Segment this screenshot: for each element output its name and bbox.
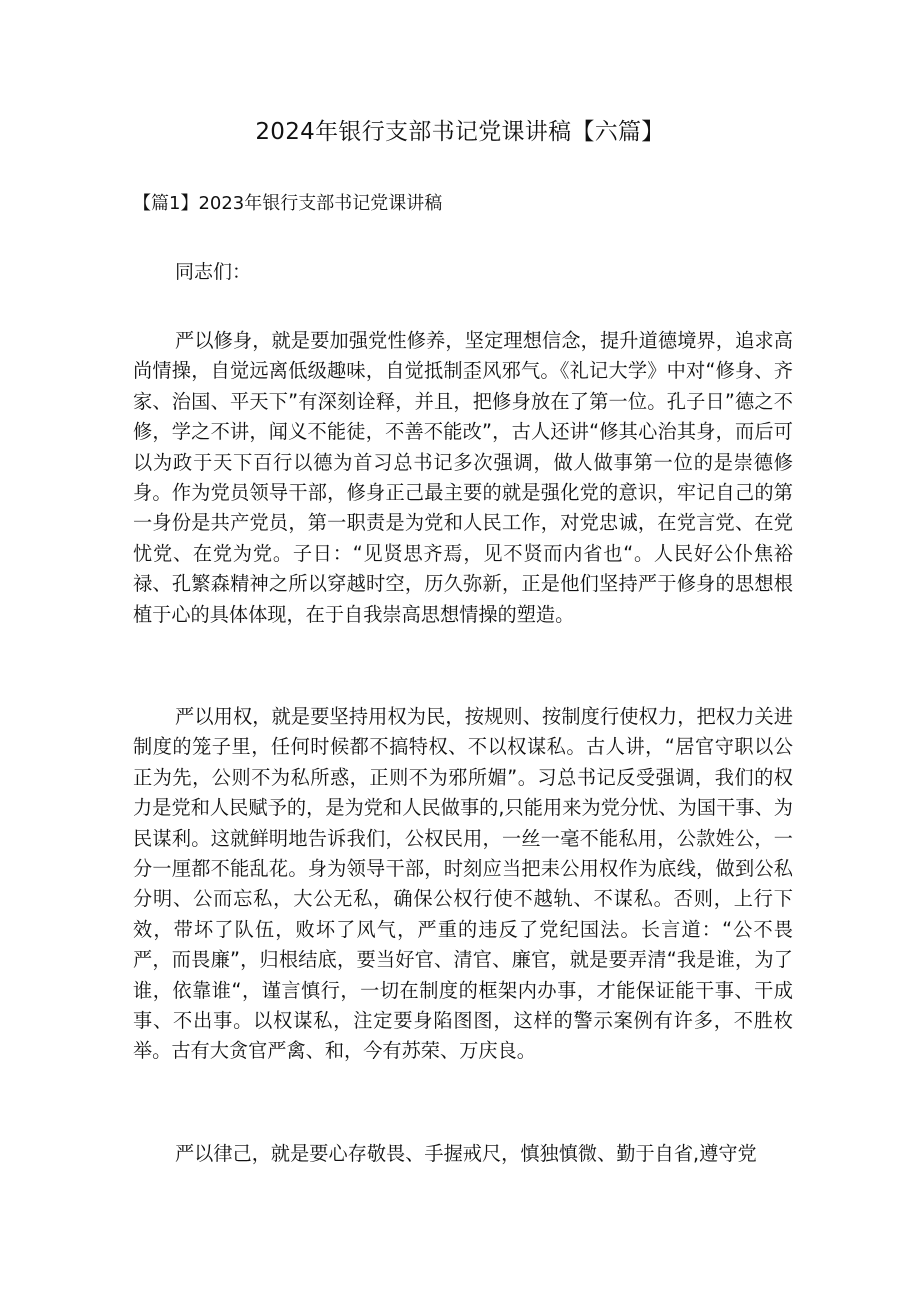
document-title: 2024年银行支部书记党课讲稿【六篇】 [255,119,665,145]
paragraph-self-cultivation: 严以修身，就是要加强党性修养，坚定理想信念，提升道德境界，追求高尚情操，自觉远离低级趣味，自觉抵制歪风邪气。《礼记大学》中对“修身、齐家、治国、平天下”有深刻诠释，并且，把修身放在了第一位。孔子日”德之不修，学之不讲，闻义不能徒，不善不能改”，古人还讲“修其心治其身，而后可以为政于天下百行以德为首习总书记多次强调，做人做事第一位的是崇德修身。作为党员领导干部，修身正己最主要的就是强化党的意识，牢记自己的第一身份是共产党员，第一职责是为党和人民工作，对党忠诚，在党言党、在党忧党、在党为党。子日：“见贤思齐焉，见不贤而内省也“。人民好公仆焦裕禄、孔繁森精神之所以穿越时空，历久弥新，正是他们坚持严于修身的思想根植于心的具体体现，在于自我崇高思想情操的塑造。 [133,329,793,626]
section-heading: 【篇1】2023年银行支部书记党课讲稿 [133,193,443,214]
paragraph-use-of-power: 严以用权，就是要坚持用权为民，按规则、按制度行使权力，把权力关进制度的笼子里，任何时候都不搞特权、不以权谋私。古人讲，“居官守职以公正为先，公则不为私所惑，正则不为邪所媚”。习总书记反受强调，我们的权力是党和人民赋予的，是为党和人民做事的,只能用来为党分忧、为国干事、为民谋利。这就鲜明地告诉我们，公权民用，一丝一毫不能私用，公款姓公，一分一厘都不能乱花。身为领导干部，时刻应当把耒公用权作为底线，做到公私分明、公而忘私，大公无私，确保公权行使不越轨、不谋私。否则，上行下效，带坏了队伍，败坏了风气，严重的违反了党纪国法。长言道：“公不畏严，而畏廉”，归根结底，要当好官、清官、廉官，就是要弄清“我是谁，为了谁，依靠谁“，谨言慎行，一切在制度的框架内办事，才能保证能干事、干成事、不出事。以权谋私，注定要身陷图图，这样的警示案例有许多，不胜枚举。古有大贪官严禽、和，今有苏荣、万庆良。 [133,705,793,1063]
greeting: 同志们： [175,261,252,283]
paragraph-self-discipline: 严以律己，就是要心存敬畏、手握戒尺，慎独慎微、勤于自省,遵守党 [175,1142,757,1165]
